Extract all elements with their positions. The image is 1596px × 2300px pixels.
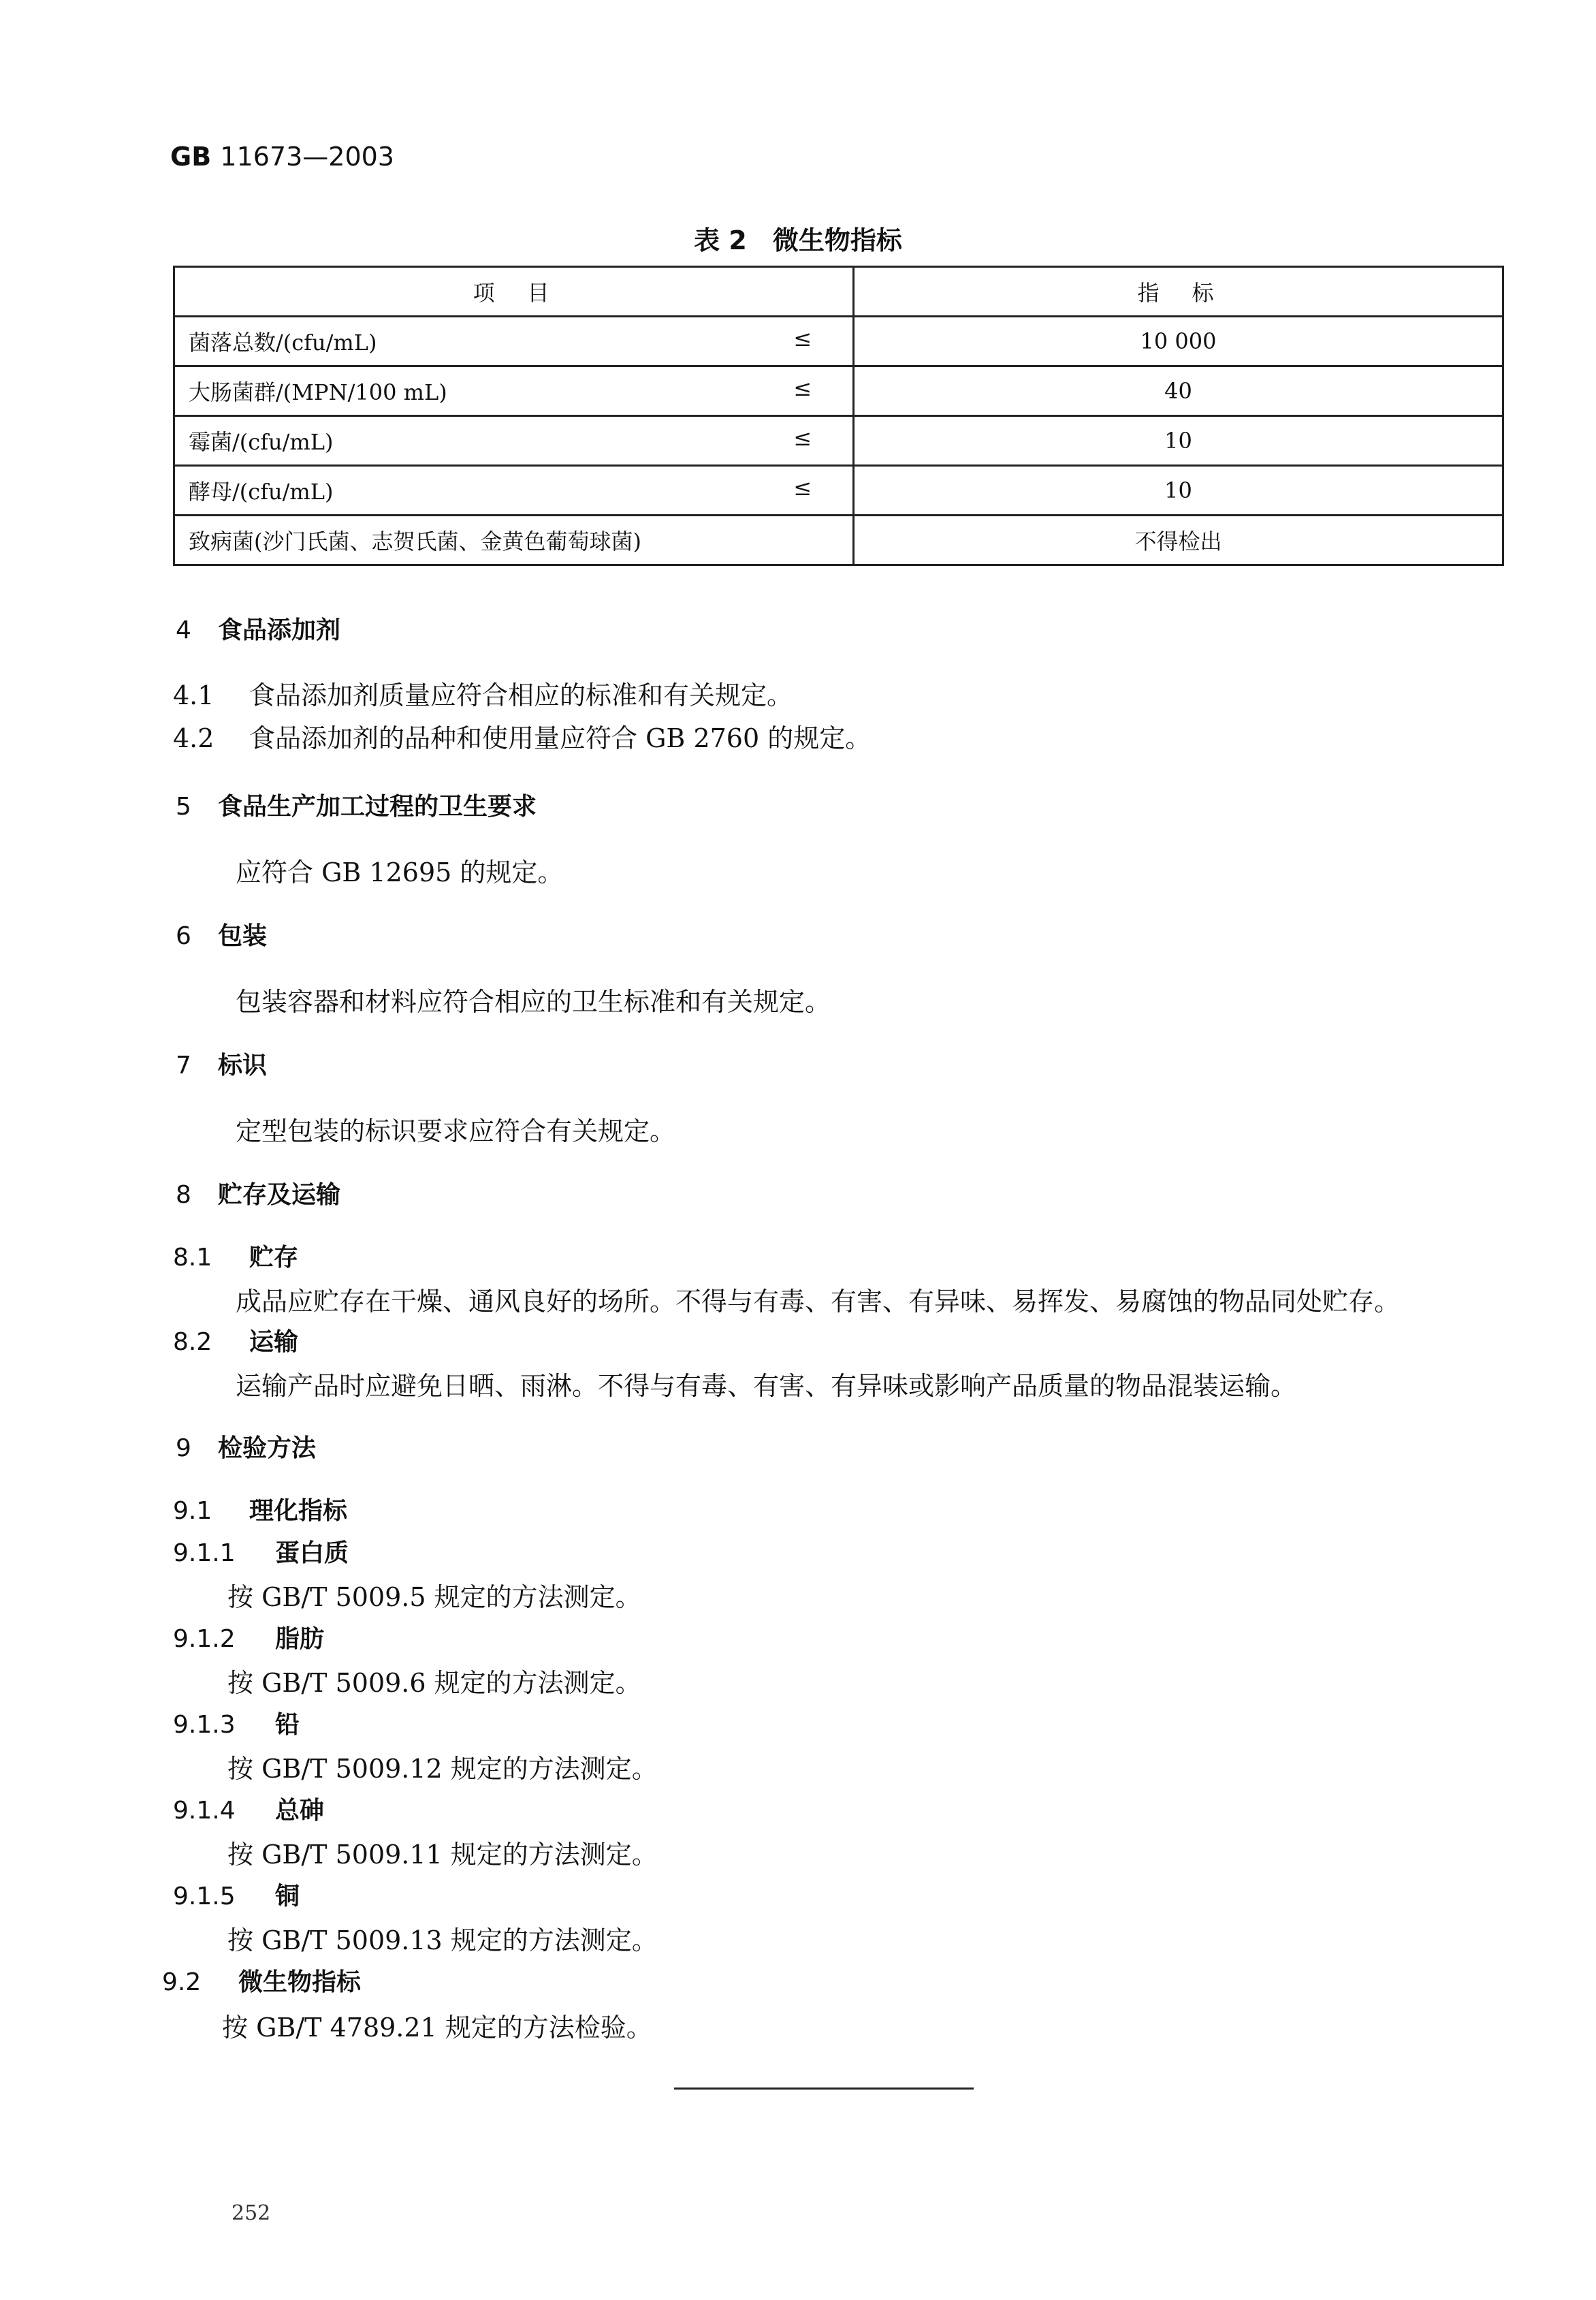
table-row <box>174 516 1503 565</box>
section-number: 8 <box>176 1181 191 1209</box>
row-relation: ≤ <box>793 326 812 351</box>
microbial-index-table <box>173 266 1504 566</box>
section-title: 食品生产加工过程的卫生要求 <box>218 793 537 821</box>
clause-8-1-heading <box>173 1238 298 1273</box>
section-4-heading <box>176 611 340 646</box>
clause-number: 8.2 <box>173 1328 212 1356</box>
section-number: 9 <box>176 1434 191 1462</box>
standard-code <box>170 142 394 172</box>
clause-title: 理化指标 <box>249 1497 348 1525</box>
clause-title: 总砷 <box>275 1797 325 1825</box>
clause-9-1-5-text: 按 GB/T 5009.13 规定的方法测定。 <box>227 1925 658 1955</box>
clause-title: 脂肪 <box>275 1625 325 1653</box>
section-5-heading <box>176 787 537 822</box>
section-6-heading <box>176 917 267 951</box>
clause-number: 9.1 <box>173 1497 212 1525</box>
row-item: 酵母/(cfu/mL) <box>189 479 334 505</box>
page-number: 252 <box>232 2201 271 2225</box>
row-value: 不得检出 <box>854 516 1503 565</box>
row-item: 菌落总数/(cfu/mL) <box>189 330 377 356</box>
standard-number: 11673—2003 <box>220 142 394 172</box>
clause-number: 9.1.2 <box>173 1625 236 1653</box>
clause-9-1-4-text: 按 GB/T 5009.11 规定的方法测定。 <box>227 1840 658 1870</box>
section-9-heading <box>176 1429 316 1464</box>
clause-9-1-heading <box>173 1492 347 1526</box>
row-relation: ≤ <box>793 375 812 401</box>
clause-4-1 <box>173 674 793 712</box>
row-item: 致病菌(沙门氏菌、志贺氏菌、金黄色葡萄球菌) <box>189 529 641 554</box>
clause-9-1-4-heading <box>173 1791 324 1826</box>
section-title: 食品添加剂 <box>218 616 341 644</box>
section-title: 包装 <box>218 922 268 950</box>
clause-8-2-text: 运输产品时应避免日晒、雨淋。不得与有毒、有害、有异味或影响产品质量的物品混装运输。 <box>236 1371 1297 1401</box>
table-row <box>174 317 1503 366</box>
section-title: 贮存及运输 <box>218 1181 341 1209</box>
section-title: 标识 <box>218 1052 268 1080</box>
clause-9-1-5-heading <box>173 1877 300 1912</box>
section-6-text: 包装容器和材料应符合相应的卫生标准和有关规定。 <box>236 987 831 1017</box>
section-8-heading <box>176 1176 340 1210</box>
row-relation: ≤ <box>793 475 812 501</box>
clause-title: 运输 <box>249 1328 299 1356</box>
clause-9-1-2-heading <box>173 1620 324 1654</box>
section-7-heading <box>176 1046 267 1081</box>
col-header-index: 指 标 <box>854 267 1503 317</box>
clause-8-1-text: 成品应贮存在干燥、通风良好的场所。不得与有毒、有害、有异味、易挥发、易腐蚀的物品同处贮存。 <box>236 1287 1401 1317</box>
table-row <box>174 466 1503 516</box>
clause-4-2 <box>173 717 871 755</box>
clause-text: 食品添加剂的品种和使用量应符合 GB 2760 的规定。 <box>249 723 872 753</box>
clause-9-2-heading <box>162 1963 361 1998</box>
clause-number: 9.1.3 <box>173 1711 236 1739</box>
clause-title: 贮存 <box>249 1244 299 1272</box>
clause-title: 微生物指标 <box>238 1968 362 1996</box>
clause-number: 9.2 <box>162 1968 202 1996</box>
row-value: 40 <box>854 366 1503 416</box>
clause-9-2-text: 按 GB/T 4789.21 规定的方法检验。 <box>222 2013 652 2043</box>
row-item: 霉菌/(cfu/mL) <box>189 429 334 455</box>
clause-number: 8.1 <box>173 1244 212 1272</box>
clause-9-1-1-heading <box>173 1534 349 1569</box>
clause-number: 9.1.4 <box>173 1797 236 1825</box>
table-title: 表 2 微生物指标 <box>694 225 902 255</box>
clause-text: 食品添加剂质量应符合相应的标准和有关规定。 <box>249 680 793 710</box>
standard-prefix: GB <box>170 142 212 172</box>
section-number: 4 <box>176 616 191 644</box>
row-value: 10 <box>854 416 1503 466</box>
clause-number: 4.1 <box>173 680 214 710</box>
row-value: 10 000 <box>854 317 1503 366</box>
section-number: 5 <box>176 793 191 821</box>
section-number: 6 <box>176 922 191 950</box>
clause-9-1-1-text: 按 GB/T 5009.5 规定的方法测定。 <box>227 1582 641 1612</box>
row-item: 大肠菌群/(MPN/100 mL) <box>189 379 447 405</box>
row-relation: ≤ <box>793 425 812 451</box>
clause-9-1-2-text: 按 GB/T 5009.6 规定的方法测定。 <box>227 1668 641 1698</box>
clause-number: 4.2 <box>173 723 214 753</box>
clause-title: 铜 <box>275 1882 300 1910</box>
section-5-text: 应符合 GB 12695 的规定。 <box>236 857 564 887</box>
section-7-text: 定型包装的标识要求应符合有关规定。 <box>236 1116 676 1146</box>
col-header-item: 项 目 <box>174 267 854 317</box>
clause-title: 铅 <box>275 1711 300 1739</box>
row-value: 10 <box>854 466 1503 516</box>
clause-8-2-heading <box>173 1323 298 1357</box>
section-title: 检验方法 <box>218 1434 317 1462</box>
clause-number: 9.1.1 <box>173 1539 236 1567</box>
table-header-row <box>174 267 1503 317</box>
clause-title: 蛋白质 <box>275 1539 349 1567</box>
clause-number: 9.1.5 <box>173 1882 236 1910</box>
clause-9-1-3-heading <box>173 1705 300 1740</box>
table-row <box>174 366 1503 416</box>
table-row <box>174 416 1503 466</box>
section-number: 7 <box>176 1052 191 1080</box>
clause-9-1-3-text: 按 GB/T 5009.12 规定的方法测定。 <box>227 1754 658 1784</box>
end-rule <box>674 2088 974 2090</box>
